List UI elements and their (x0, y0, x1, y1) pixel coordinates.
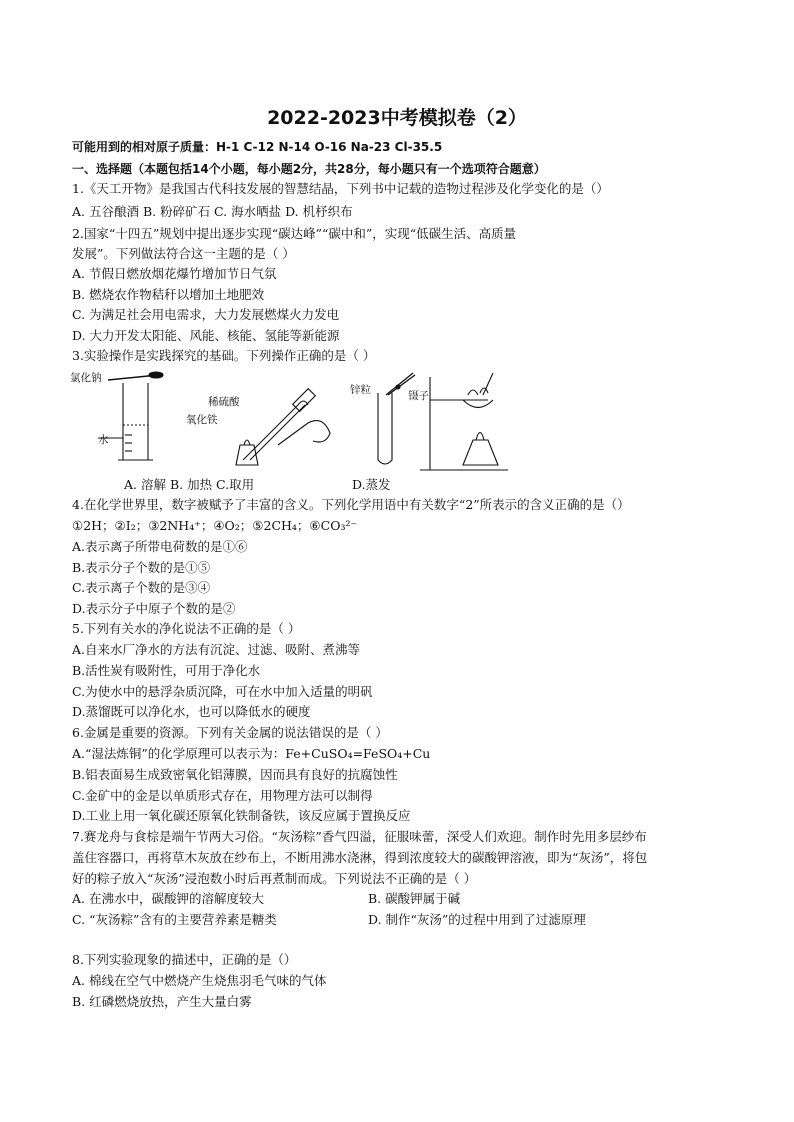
q4-option-b: B.表示分子个数的是①⑤ (72, 560, 211, 575)
page-title: 2022-2023中考模拟卷（2） (267, 107, 527, 129)
q2-option-d: D. 大力开发太阳能、风能、核能、氢能等新能源 (72, 328, 340, 343)
q1-stem: 1.《天工开物》是我国古代科技发展的智慧结晶，下列书中记载的造物过程涉及化学变化的是（） (72, 181, 609, 196)
q2-option-b: B. 燃烧农作物秸秆以增加土地肥效 (72, 287, 265, 302)
q2-stem-2: 发展”。下列做法符合这一主题的是（ ） (72, 246, 295, 261)
q3-option-d: D.蒸发 (352, 477, 391, 492)
q7-stem-1: 7.赛龙舟与食棕是端午节两大习俗。“灰汤粽”香气四溢，征服味蕾，深受人们欢迎。制作时先用多层纱布 (72, 829, 647, 844)
q5-stem: 5.下列有关水的净化说法不正确的是（ ） (72, 621, 301, 636)
label-sulfuric-acid: 稀硫酸 (208, 396, 240, 408)
q2-option-c: C. 为满足社会用电需求，大力发展燃煤火力发电 (72, 307, 340, 322)
q7-stem-3: 好的粽子放入“灰汤”浸泡数小时后再煮制而成。下列说法不正确的是（ ） (72, 871, 477, 886)
q1-options: A. 五谷酿酒 B. 粉碎矿石 C. 海水晒盐 D. 机杼织布 (72, 204, 353, 219)
q6-option-a: A.“湿法炼铜”的化学原理可以表示为：Fe+CuSO₄=FeSO₄+Cu (72, 746, 431, 761)
q3-apparatus-figure (68, 365, 528, 477)
heating-apparatus (236, 389, 330, 465)
section-heading: 一、选择题（本题包括14个小题，每小题2分，共28分，每小题只有一个选项符合题意） (72, 162, 546, 176)
label-nacl: 氯化钠 (70, 372, 102, 384)
q6-option-d: D.工业上用一氧化碳还原氧化铁制备铁，该反应属于置换反应 (72, 808, 411, 823)
q4-option-a: A.表示离子所带电荷数的是①⑥ (72, 539, 248, 554)
q8-option-b: B. 红磷燃烧放热，产生大量白雾 (72, 994, 252, 1009)
q5-option-a: A.自来水厂净水的方法有沉淀、过滤、吸附、煮沸等 (72, 642, 361, 657)
label-water: 水 (98, 434, 109, 446)
q7-stem-2: 盖住容器口，再将草木灰放在纱布上，不断用沸水浇淋，得到浓度较大的碳酸钾溶液，即为“灰汤”，将包 (72, 850, 648, 865)
q2-option-a: A. 节假日燃放烟花爆竹增加节日气氛 (72, 266, 277, 281)
q3-options: A. 溶解 B. 加热 C.取用 (124, 477, 255, 492)
atomic-masses: 可能用到的相对原子质量：H-1 C-12 N-14 O-16 Na-23 Cl-35.5 (72, 140, 443, 154)
q8-stem: 8.下列实验现象的描述中，正确的是（） (72, 952, 297, 967)
q7-option-d: D. 制作“灰汤”的过程中用到了过滤原理 (368, 912, 586, 927)
q6-stem: 6.金属是重要的资源。下列有关金属的说法错误的是（ ） (72, 725, 388, 740)
q5-option-c: C.为使水中的悬浮杂质沉降，可在水中加入适量的明矾 (72, 684, 373, 699)
q7-option-b: B. 碳酸钾属于碱 (368, 891, 461, 906)
label-tweezers: 镊子 (408, 390, 429, 402)
label-iron-oxide: 氧化铁 (186, 414, 218, 426)
dissolving-apparatus (98, 372, 163, 460)
q7-option-a: A. 在沸水中，碳酸钾的溶解度较大 (72, 891, 264, 906)
q4-option-d: D.表示分子中原子个数的是② (72, 601, 236, 616)
q4-option-c: C.表示离子个数的是③④ (72, 580, 211, 595)
q8-option-a: A. 棉线在空气中燃烧产生烧焦羽毛气味的气体 (72, 973, 327, 988)
q7-option-c: C. “灰汤粽”含有的主要营养素是糖类 (72, 912, 277, 927)
taking-apparatus (378, 373, 415, 464)
evaporation-apparatus (420, 373, 508, 470)
q5-option-b: B.活性炭有吸附性，可用于净化水 (72, 663, 261, 678)
q4-stem: 4.在化学世界里，数字被赋予了丰富的含义。下列化学用语中有关数字“2”所表示的含义正确的是（） (72, 497, 630, 512)
q6-option-c: C.金矿中的金是以单质形式存在，用物理方法可以制得 (72, 788, 373, 803)
q6-option-b: B.铝表面易生成致密氧化铝薄膜，因而具有良好的抗腐蚀性 (72, 767, 398, 782)
q4-items: ①2H；②I₂；③2NH₄⁺；④O₂；⑤2CH₄；⑥CO₃²⁻ (72, 518, 358, 533)
q2-stem-1: 2.国家“十四五”规划中提出逐步实现“碳达峰”“碳中和”，实现“低碳生活、高质量 (72, 226, 517, 241)
q5-option-d: D.蒸馏既可以净化水，也可以降低水的硬度 (72, 704, 311, 719)
label-zinc: 锌粒 (350, 384, 371, 396)
q3-stem: 3.实验操作是实践探究的基础。下列操作正确的是（ ） (72, 348, 376, 363)
